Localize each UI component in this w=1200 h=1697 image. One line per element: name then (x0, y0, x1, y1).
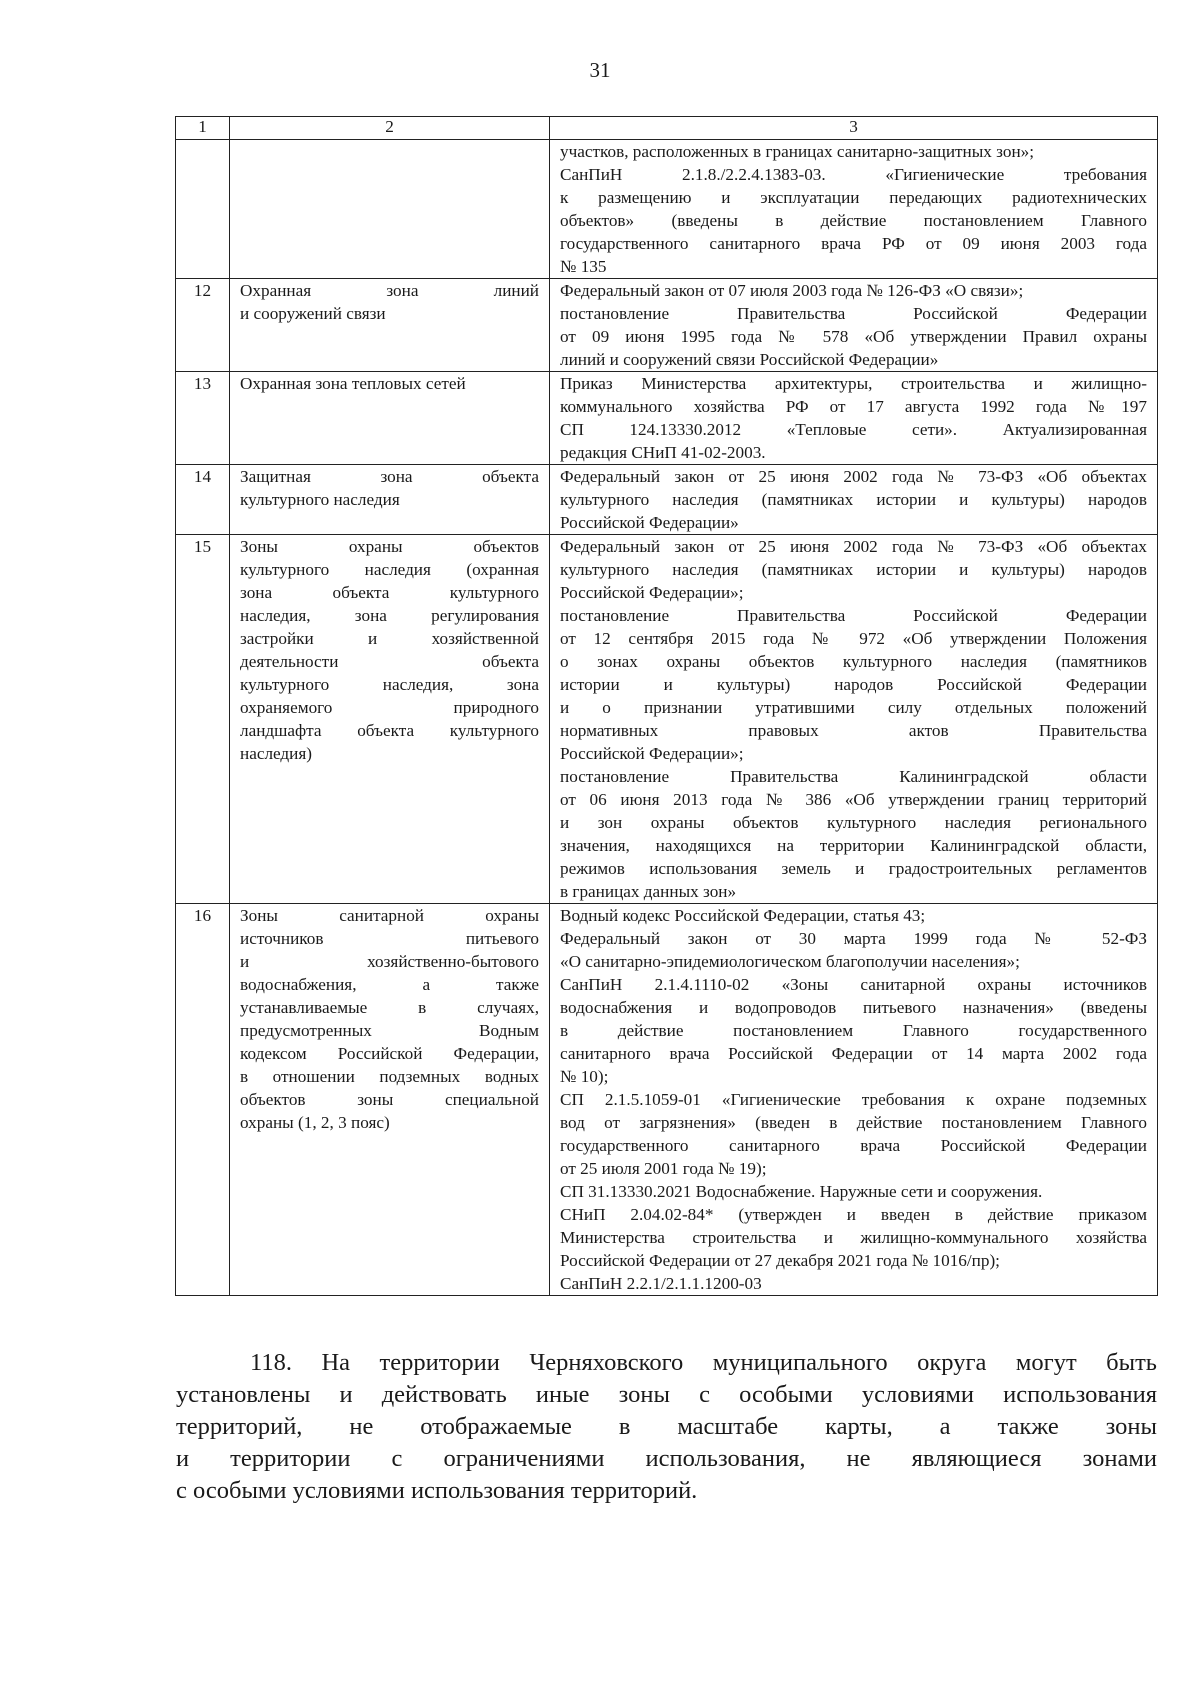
cell-line: Защитная зона объекта (240, 467, 539, 486)
cell-line: Федеральный закон от 30 марта 1999 года № 52-ФЗ (560, 929, 1147, 948)
cell-line: предусмотренных Водным (240, 1021, 539, 1040)
row-number-cell: 14 (176, 465, 230, 535)
paragraph-line: 118. На территории Черняховского муниципального округа могут быть (250, 1349, 1157, 1376)
zone-name-cell (230, 279, 550, 372)
cell-line: Федеральный закон от 07 июля 2003 года № 126-ФЗ «О связи»; (560, 281, 1024, 300)
cell-line: к размещению и эксплуатации передающих радиотехнических (560, 188, 1147, 207)
cell-line: СП 124.13330.2012 «Тепловые сети». Актуализированная (560, 420, 1147, 439)
cell-line: СанПиН 2.1.8./2.2.4.1383-03. «Гигиенические требования (560, 165, 1147, 184)
cell-line: культурного наследия (охранная (240, 560, 539, 579)
table-row (176, 372, 1158, 465)
cell-line: санитарного врача Российской Федерации от 14 марта 2002 года (560, 1044, 1147, 1063)
column-header-zone: 2 (230, 117, 550, 140)
cell-line: № 135 (560, 257, 607, 276)
cell-line: объектов» (введены в действие постановлением Главного (560, 211, 1147, 230)
cell-line: устанавливаемые в случаях, (240, 998, 539, 1017)
legal-documents-cell (550, 904, 1158, 1296)
zone-name-cell (230, 140, 550, 279)
row-number-cell: 15 (176, 535, 230, 904)
cell-line: водоснабжения, а также (240, 975, 539, 994)
cell-line: в отношении подземных водных (240, 1067, 539, 1086)
cell-line: СанПиН 2.1.4.1110-02 «Зоны санитарной охраны источников (560, 975, 1147, 994)
cell-line: и зон охраны объектов культурного наследия регионального (560, 813, 1147, 832)
paragraph-line: и территории с ограничениями использования, не являющиеся зонами (176, 1445, 1157, 1472)
cell-line: Российской Федерации от 27 декабря 2021 года № 1016/пр); (560, 1251, 1000, 1270)
cell-line: Российской Федерации»; (560, 583, 744, 602)
cell-line: вод от загрязнения» (введен в действие постановлением Главного (560, 1113, 1147, 1132)
legal-documents-cell (550, 535, 1158, 904)
cell-line: и о признании утратившими силу отдельных положений (560, 698, 1147, 717)
cell-line: коммунального хозяйства РФ от 17 августа 1992 года №197 (560, 397, 1147, 416)
zone-name-cell (230, 904, 550, 1296)
cell-line: режимов использования земель и градостроительных регламентов (560, 859, 1147, 878)
table-row (176, 465, 1158, 535)
cell-line: источников питьевого (240, 929, 539, 948)
table-row (176, 140, 1158, 279)
row-number-cell: 16 (176, 904, 230, 1296)
table-row (176, 904, 1158, 1296)
cell-line: № 10); (560, 1067, 609, 1086)
cell-line: от 06 июня 2013 года № 386 «Об утверждении границ территорий (560, 790, 1147, 809)
cell-line: культурного наследия (памятниках истории и культуры) народов (560, 560, 1147, 579)
legal-documents-cell (550, 140, 1158, 279)
table-row (176, 279, 1158, 372)
cell-line: в границах данных зон» (560, 882, 737, 901)
cell-line: Российской Федерации»; (560, 744, 744, 763)
paragraph-118 (176, 1347, 1157, 1507)
cell-line: о зонах охраны объектов культурного наследия (памятников (560, 652, 1147, 671)
cell-line: редакция СНиП 41-02-2003. (560, 443, 766, 462)
cell-line: в действие постановлением Главного государственного (560, 1021, 1147, 1040)
cell-line: постановление Правительства Российской Федерации (560, 606, 1147, 625)
cell-line: СП 2.1.5.1059-01 «Гигиенические требования к охране подземных (560, 1090, 1147, 1109)
cell-line: культурного наследия (240, 490, 400, 509)
row-number-cell: 13 (176, 372, 230, 465)
cell-line: застройки и хозяйственной (240, 629, 539, 648)
column-header-documents: 3 (550, 117, 1158, 140)
zone-name-cell (230, 372, 550, 465)
cell-line: от 25 июля 2001 года № 19); (560, 1159, 767, 1178)
cell-line: Водный кодекс Российской Федерации, статья 43; (560, 906, 926, 925)
legal-documents-cell (550, 372, 1158, 465)
zone-name-cell (230, 535, 550, 904)
legal-documents-cell (550, 279, 1158, 372)
cell-line: от 09 июня 1995 года № 578 «Об утверждении Правил охраны (560, 327, 1147, 346)
table-body (176, 140, 1158, 1296)
cell-line: СП 31.13330.2021 Водоснабжение. Наружные сети и сооружения. (560, 1182, 1043, 1201)
cell-line: объектов зоны специальной (240, 1090, 539, 1109)
cell-line: Охранная зона тепловых сетей (240, 374, 466, 393)
cell-line: Зоны санитарной охраны (240, 906, 539, 925)
cell-line: Зоны охраны объектов (240, 537, 539, 556)
row-number-cell: 12 (176, 279, 230, 372)
cell-line: Приказ Министерства архитектуры, строительства и жилищно- (560, 374, 1147, 393)
cell-line: кодексом Российской Федерации, (240, 1044, 539, 1063)
paragraph-line: установлены и действовать иные зоны с особыми условиями использования (176, 1381, 1157, 1408)
cell-line: культурного наследия, зона (240, 675, 539, 694)
cell-line: зона объекта культурного (240, 583, 539, 602)
paragraph-line: территорий, не отображаемые в масштабе карты, а также зоны (176, 1413, 1157, 1440)
cell-line: от 12 сентября 2015 года № 972 «Об утверждении Положения (560, 629, 1147, 648)
cell-line: Российской Федерации» (560, 513, 739, 532)
cell-line: линий и сооружений связи Российской Федерации» (560, 350, 939, 369)
cell-line: постановление Правительства Российской Федерации (560, 304, 1147, 323)
table-header-row (176, 117, 1158, 140)
cell-line: наследия) (240, 744, 313, 763)
zone-name-cell (230, 465, 550, 535)
cell-line: нормативных правовых актов Правительства (560, 721, 1147, 740)
cell-line: наследия, зона регулирования (240, 606, 539, 625)
column-header-number: 1 (176, 117, 230, 140)
cell-line: СанПиН 2.2.1/2.1.1.1200-03 (560, 1274, 762, 1293)
cell-line: и хозяйственно-бытового (240, 952, 539, 971)
cell-line: государственного санитарного врача Российской Федерации (560, 1136, 1147, 1155)
cell-line: постановление Правительства Калининградской области (560, 767, 1147, 786)
paragraph-line: с особыми условиями использования территорий. (176, 1477, 698, 1504)
cell-line: культурного наследия (памятниках истории и культуры) народов (560, 490, 1147, 509)
cell-line: участков, расположенных в границах санитарно-защитных зон»; (560, 142, 1035, 161)
cell-line: Федеральный закон от 25 июня 2002 года № 73-ФЗ «Об объектах (560, 467, 1147, 486)
cell-line: истории и культуры) народов Российской Федерации (560, 675, 1147, 694)
cell-line: СНиП 2.04.02-84* (утвержден и введен в действие приказом (560, 1205, 1147, 1224)
cell-line: охраны (1, 2, 3 пояс) (240, 1113, 390, 1132)
cell-line: деятельности объекта (240, 652, 539, 671)
cell-line: значения, находящихся на территории Калининградской области, (560, 836, 1147, 855)
cell-line: государственного санитарного врача РФ от 09 июня 2003 года (560, 234, 1147, 253)
cell-line: водоснабжения и водопроводов питьевого назначения» (введены (560, 998, 1147, 1017)
cell-line: Охранная зона линий (240, 281, 539, 300)
cell-line: охраняемого природного (240, 698, 539, 717)
cell-line: ландшафта объекта культурного (240, 721, 539, 740)
table-row (176, 535, 1158, 904)
cell-line: Министерства строительства и жилищно-коммунального хозяйства (560, 1228, 1147, 1247)
row-number-cell (176, 140, 230, 279)
page-number: 31 (589, 58, 611, 82)
cell-line: «О санитарно-эпидемиологическом благополучии населения»; (560, 952, 1020, 971)
legal-documents-cell (550, 465, 1158, 535)
cell-line: и сооружений связи (240, 304, 386, 323)
zones-table (175, 116, 1158, 1296)
cell-line: Федеральный закон от 25 июня 2002 года № 73-ФЗ «Об объектах (560, 537, 1147, 556)
